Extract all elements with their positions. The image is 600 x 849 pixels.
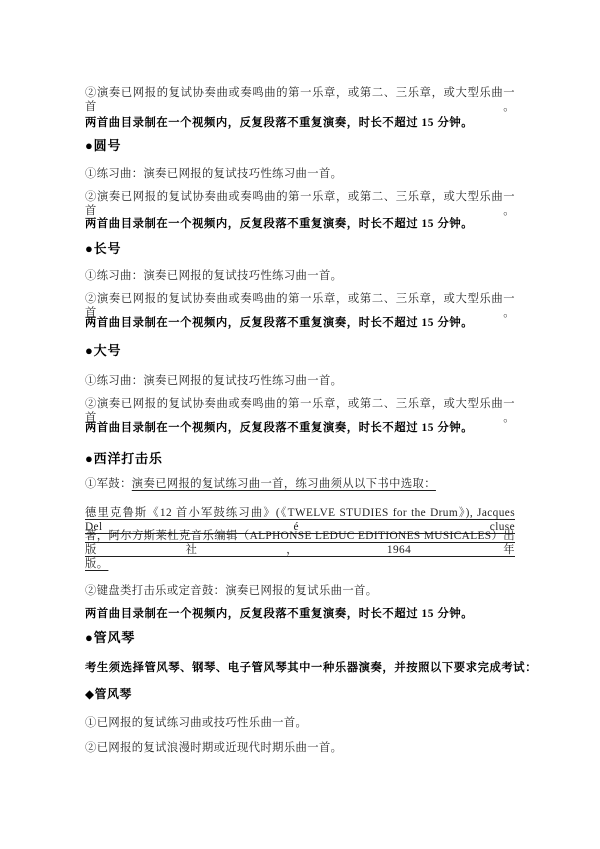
snare-drum-requirement: 演奏已网报的复试练习曲一首，练习曲须从以下书中选取： — [131, 478, 436, 490]
paragraph-book-reference-1: 德里克鲁斯《12 首小军鼓练习曲》(《TWELVE STUDIES for the Drum》), Jacques Del é cluse — [85, 507, 515, 533]
paragraph-note: 两首曲目录制在一个视频内，反复段落不重复演奏，时长不超过 15 分钟。 — [85, 317, 474, 329]
section-heading-tuba: ●大号 — [85, 343, 122, 358]
paragraph-organ-instruction: 考生须选择管风琴、钢琴、电子管风琴其中一种乐器演奏，并按照以下要求完成考试： — [85, 662, 538, 674]
subsection-heading-pipe-organ: ◆管风琴 — [85, 687, 132, 701]
paragraph-item-2: ②演奏已网报的复试协奏曲或奏鸣曲的第一乐章，或第二、三乐章，或大型乐曲一首。 — [85, 293, 515, 319]
paragraph-item-1: ①练习曲：演奏已网报的复试技巧性练习曲一首。 — [85, 168, 343, 180]
snare-drum-label: ①军鼓： — [85, 478, 132, 490]
paragraph-item-2: ②键盘类打击乐或定音鼓：演奏已网报的复试乐曲一首。 — [85, 585, 378, 597]
paragraph-snare-drum — [85, 477, 515, 491]
section-heading-organ: ●管风琴 — [85, 630, 136, 645]
section-heading-trombone: ●长号 — [85, 241, 122, 256]
paragraph-note: 两首曲目录制在一个视频内，反复段落不重复演奏，时长不超过 15 分钟。 — [85, 422, 474, 434]
section-heading-horn: ●圆号 — [85, 138, 122, 153]
paragraph-item-2: ②演奏已网报的复试协奏曲或奏鸣曲的第一乐章，或第二、三乐章，或大型乐曲一首。 — [85, 398, 515, 424]
paragraph-note: 两首曲目录制在一个视频内，反复段落不重复演奏，时长不超过 15 分钟。 — [85, 218, 474, 230]
paragraph-item-1: ①已网报的复试练习曲或技巧性乐曲一首。 — [85, 717, 308, 729]
section-heading-percussion: ●西洋打击乐 — [85, 451, 163, 466]
paragraph-item-2: ②已网报的复试浪漫时期或近现代时期乐曲一首。 — [85, 742, 343, 754]
paragraph-note: 两首曲目录制在一个视频内，反复段落不重复演奏，时长不超过 15 分钟。 — [85, 117, 474, 129]
paragraph-book-reference-3: 版。 — [85, 558, 109, 570]
paragraph-item-1: ①练习曲：演奏已网报的复试技巧性练习曲一首。 — [85, 270, 343, 282]
paragraph-item-1: ①练习曲：演奏已网报的复试技巧性练习曲一首。 — [85, 375, 343, 387]
paragraph-item-2: ②演奏已网报的复试协奏曲或奏鸣曲的第一乐章，或第二、三乐章，或大型乐曲一首。 — [85, 191, 515, 217]
paragraph-note: 两首曲目录制在一个视频内，反复段落不重复演奏，时长不超过 15 分钟。 — [85, 608, 474, 620]
paragraph-item-2: ②演奏已网报的复试协奏曲或奏鸣曲的第一乐章，或第二、三乐章，或大型乐曲一首。 — [85, 87, 515, 113]
paragraph-book-reference-2: 著，阿尔方斯莱杜克音乐编辑（ALPHONSE LEDUC EDITIONES MUSICALES）出版社，1964 年 — [85, 530, 515, 556]
